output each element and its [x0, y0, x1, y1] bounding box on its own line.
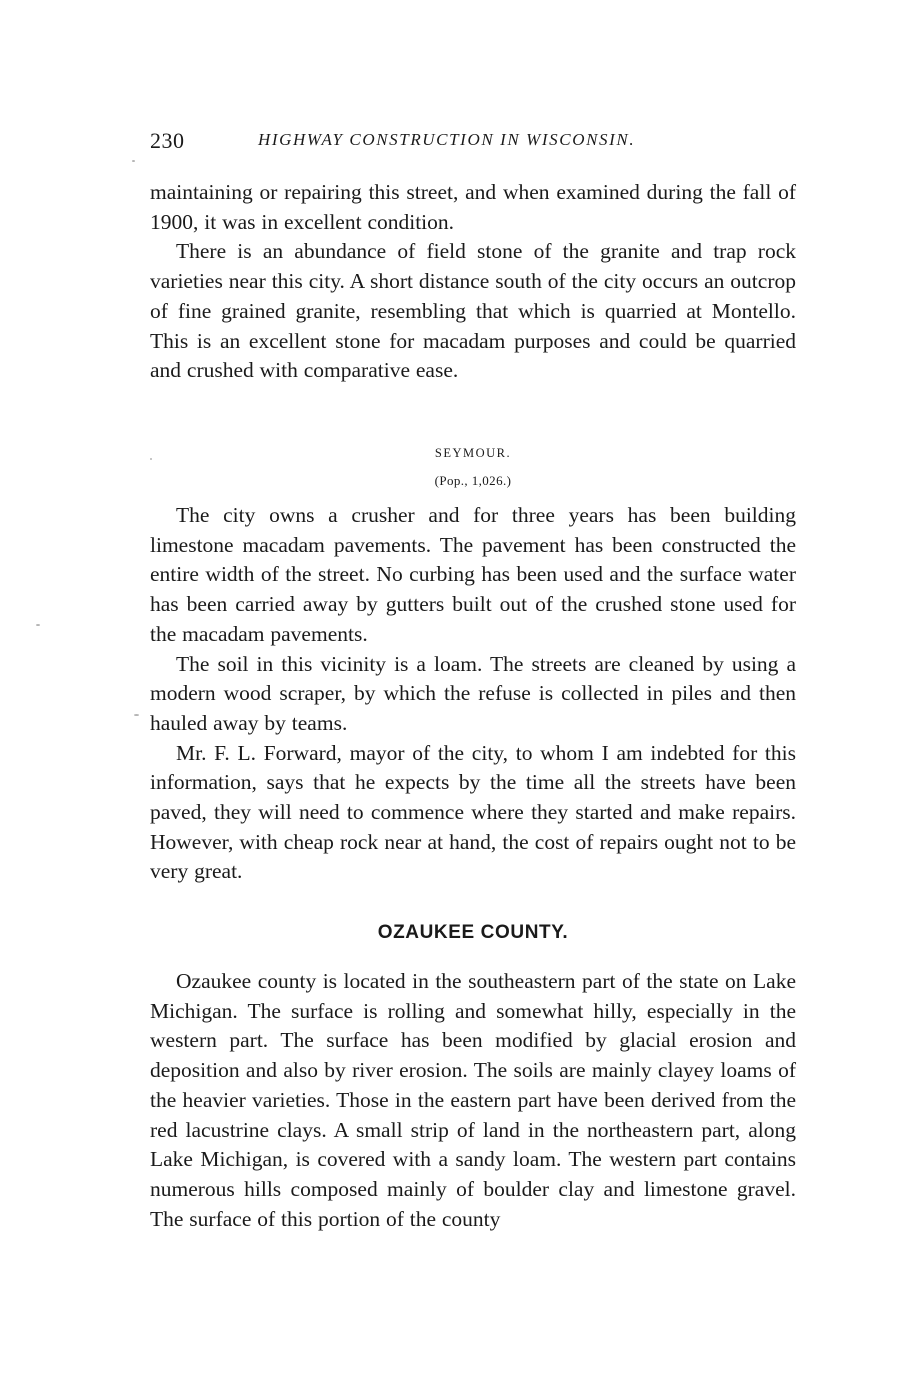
paper-speck	[132, 160, 135, 162]
running-title: HIGHWAY CONSTRUCTION IN WISCONSIN.	[258, 130, 636, 149]
paragraph-mayor: Mr. F. L. Forward, mayor of the city, to whom I am indebted for this information, says that he expects by the time all the streets have been paved, they will need to commence where they started and make repairs. However, with cheap rock near at hand, the cost of repairs ought not to be very great.	[150, 740, 796, 884]
ozaukee-text	[150, 967, 796, 1234]
paragraph-soil: The soil in this vicinity is a loam. The streets are cleaned by using a modern wood scraper, by which the refuse is collected in piles and then hauled away by teams.	[150, 651, 796, 735]
paragraph-continuation: maintaining or repairing this street, and when examined during the fall of 1900, it was in excellent condition.	[150, 180, 796, 234]
page-header	[150, 128, 796, 158]
intro-text	[150, 178, 796, 386]
paragraph-field-stone: There is an abundance of field stone of the granite and trap rock varieties near this city. A short distance south of the city occurs an outcrop of fine grained granite, resembling that which is quarried at Montello. This is an excellent stone for macadam purposes and could be quarried and crushed with comparative ease.	[150, 239, 796, 383]
seymour-heading: SEYMOUR.	[434, 446, 512, 460]
paper-speck	[150, 458, 152, 460]
paragraph-crusher: The city owns a crusher and for three years has been building limestone macadam pavements. The pavement has been constructed the entire width of the street. No curbing has been used and the surface water has been carried away by gutters built out of the crushed stone used for the macadam pavements.	[150, 503, 796, 646]
seymour-text	[150, 501, 796, 887]
seymour-population: (Pop., 1,026.)	[434, 473, 512, 488]
paper-speck	[134, 714, 139, 716]
paper-speck	[36, 624, 40, 626]
paragraph-ozaukee-location: Ozaukee county is located in the southeastern part of the state on Lake Michigan. The surface is rolling and somewhat hilly, especially in the western part. The surface has been modified by glacial erosion and deposition and also by river erosion. The soils are mainly clayey loams of the heavier varieties. Those in the eastern part have been derived from the red lacustrine clays. A small strip of land in the northeastern part, along Lake Michigan, is covered with a sandy loam. The western part contains numerous hills composed mainly of boulder clay and limestone gravel. The surface of this portion of the county	[150, 969, 796, 1231]
ozaukee-heading: OZAUKEE COUNTY.	[377, 922, 569, 943]
page-number: 230	[150, 128, 185, 153]
